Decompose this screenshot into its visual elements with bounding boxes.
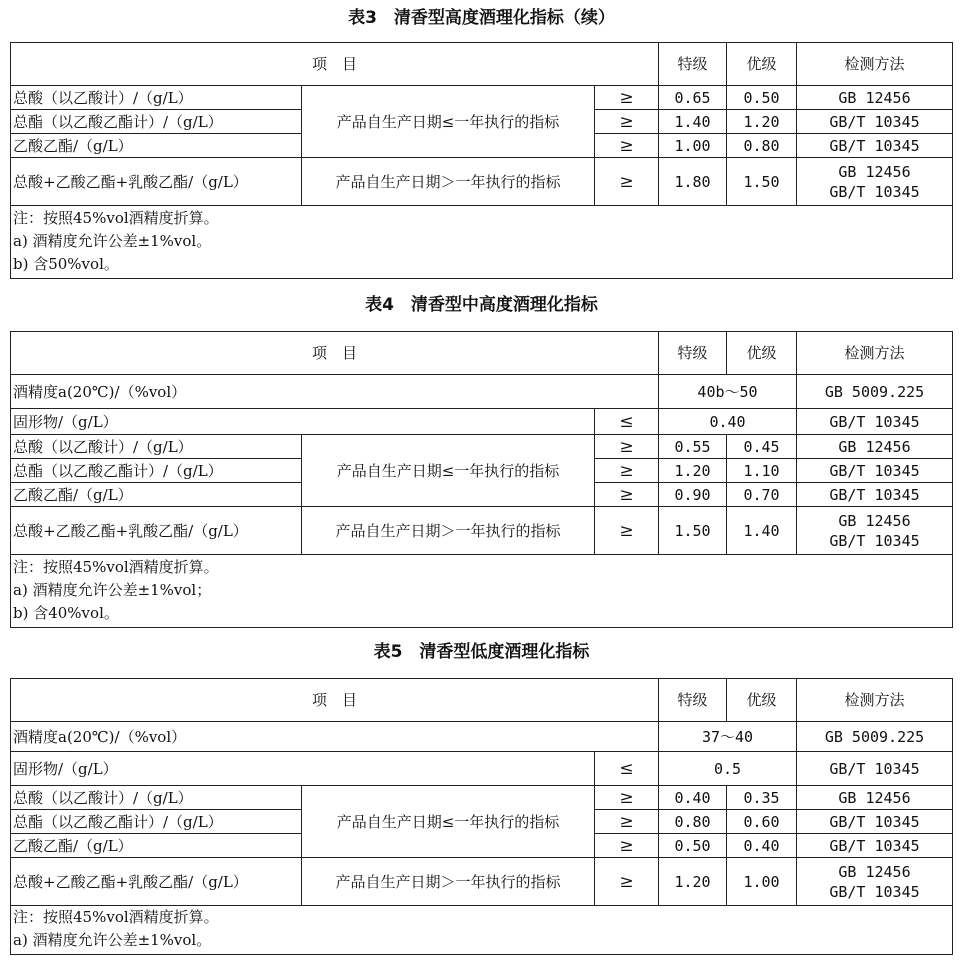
item-header: 项 目 bbox=[11, 679, 659, 722]
premium-value: 0.40 bbox=[727, 834, 797, 858]
comparator-cell: ≥ bbox=[595, 110, 659, 134]
premium-value: 1.40 bbox=[727, 507, 797, 555]
note-line: 注：按照45%vol酒精度折算。 bbox=[13, 908, 219, 926]
item-cell: 总酸+乙酸乙酯+乳酸乙酯/（g/L） bbox=[11, 858, 302, 906]
notes bbox=[11, 206, 953, 279]
table5-caption: 表5 清香型低度酒理化指标 bbox=[373, 642, 590, 662]
method-cell: GB/T 10345 bbox=[797, 810, 953, 834]
comparator-cell: ≤ bbox=[595, 409, 659, 435]
condition-cell: 产品自生产日期＞一年执行的指标 bbox=[302, 858, 595, 906]
premium-value: 0.50 bbox=[727, 86, 797, 110]
special-value: 0.90 bbox=[659, 483, 727, 507]
comparator-cell: ≥ bbox=[595, 834, 659, 858]
item-cell: 总酯（以乙酸乙酯计）/（g/L） bbox=[11, 810, 302, 834]
special-value: 0.80 bbox=[659, 810, 727, 834]
item-cell: 总酸（以乙酸计）/（g/L） bbox=[11, 86, 302, 110]
item-cell: 总酸+乙酸乙酯+乳酸乙酯/（g/L） bbox=[11, 158, 302, 206]
special-value: 0.50 bbox=[659, 834, 727, 858]
note-line: 注：按照45%vol酒精度折算。 bbox=[13, 557, 219, 576]
alcohol-value: 37～40 bbox=[659, 722, 797, 752]
notes bbox=[11, 555, 953, 628]
solids-item: 固形物/（g/L） bbox=[11, 752, 595, 786]
condition-cell: 产品自生产日期＞一年执行的指标 bbox=[302, 507, 595, 555]
comparator-cell: ≥ bbox=[595, 858, 659, 906]
item-cell: 乙酸乙酯/（g/L） bbox=[11, 483, 302, 507]
special-value: 1.80 bbox=[659, 158, 727, 206]
method-cell: GB 12456 GB/T 10345 bbox=[797, 158, 953, 206]
comparator-cell: ≥ bbox=[595, 786, 659, 810]
method-cell: GB/T 10345 bbox=[797, 459, 953, 483]
method-cell: GB 5009.225 bbox=[797, 375, 953, 409]
premium-value: 0.45 bbox=[727, 435, 797, 459]
special-value: 1.20 bbox=[659, 459, 727, 483]
table5 bbox=[10, 678, 953, 955]
grade-premium-header: 优级 bbox=[727, 679, 797, 722]
method-cell: GB/T 10345 bbox=[797, 134, 953, 158]
special-value: 0.65 bbox=[659, 86, 727, 110]
alcohol-value: 40b～50 bbox=[659, 375, 797, 409]
method-cell: GB 12456 bbox=[797, 86, 953, 110]
grade-special-header: 特级 bbox=[659, 332, 727, 375]
method-header: 检测方法 bbox=[797, 679, 953, 722]
method-cell: GB 12456 bbox=[797, 435, 953, 459]
special-value: 0.55 bbox=[659, 435, 727, 459]
method-cell: GB 5009.225 bbox=[797, 722, 953, 752]
item-cell: 总酸（以乙酸计）/（g/L） bbox=[11, 435, 302, 459]
table3-caption: 表3 清香型高度酒理化指标（续） bbox=[348, 8, 615, 28]
solids-value: 0.40 bbox=[659, 409, 797, 435]
special-value: 0.40 bbox=[659, 786, 727, 810]
condition-cell: 产品自生产日期≤一年执行的指标 bbox=[302, 86, 595, 158]
note-line: a) 酒精度允许公差±1%vol。 bbox=[13, 231, 212, 250]
premium-value: 0.60 bbox=[727, 810, 797, 834]
notes bbox=[11, 906, 953, 955]
special-value: 1.20 bbox=[659, 858, 727, 906]
table3 bbox=[10, 42, 953, 279]
comparator-cell: ≥ bbox=[595, 134, 659, 158]
method-cell: GB/T 10345 bbox=[797, 110, 953, 134]
grade-premium-header: 优级 bbox=[727, 332, 797, 375]
alcohol-item: 酒精度a(20℃)/（%vol） bbox=[11, 375, 659, 409]
method-header: 检测方法 bbox=[797, 332, 953, 375]
item-cell: 总酸+乙酸乙酯+乳酸乙酯/（g/L） bbox=[11, 507, 302, 555]
comparator-cell: ≥ bbox=[595, 810, 659, 834]
premium-value: 1.20 bbox=[727, 110, 797, 134]
comparator-cell: ≥ bbox=[595, 483, 659, 507]
method-cell: GB/T 10345 bbox=[797, 409, 953, 435]
alcohol-item: 酒精度a(20℃)/（%vol） bbox=[11, 722, 659, 752]
special-value: 1.00 bbox=[659, 134, 727, 158]
premium-value: 1.00 bbox=[727, 858, 797, 906]
condition-cell: 产品自生产日期＞一年执行的指标 bbox=[302, 158, 595, 206]
premium-value: 1.50 bbox=[727, 158, 797, 206]
comparator-cell: ≥ bbox=[595, 459, 659, 483]
comparator-cell: ≤ bbox=[595, 752, 659, 786]
item-cell: 总酸（以乙酸计）/（g/L） bbox=[11, 786, 302, 810]
method-cell: GB/T 10345 bbox=[797, 483, 953, 507]
item-header: 项 目 bbox=[11, 332, 659, 375]
comparator-cell: ≥ bbox=[595, 158, 659, 206]
method-cell: GB 12456 bbox=[797, 786, 953, 810]
item-cell: 乙酸乙酯/（g/L） bbox=[11, 134, 302, 158]
note-line: a) 酒精度允许公差±1%vol。 bbox=[13, 931, 212, 949]
comparator-cell: ≥ bbox=[595, 435, 659, 459]
condition-cell: 产品自生产日期≤一年执行的指标 bbox=[302, 786, 595, 858]
method-header: 检测方法 bbox=[797, 43, 953, 86]
grade-special-header: 特级 bbox=[659, 679, 727, 722]
note-line: a) 酒精度允许公差±1%vol； bbox=[13, 580, 212, 599]
item-header: 项 目 bbox=[11, 43, 659, 86]
premium-value: 0.80 bbox=[727, 134, 797, 158]
solids-item: 固形物/（g/L） bbox=[11, 409, 595, 435]
item-cell: 乙酸乙酯/（g/L） bbox=[11, 834, 302, 858]
premium-value: 0.70 bbox=[727, 483, 797, 507]
solids-value: 0.5 bbox=[659, 752, 797, 786]
premium-value: 1.10 bbox=[727, 459, 797, 483]
comparator-cell: ≥ bbox=[595, 86, 659, 110]
method-cell: GB 12456 GB/T 10345 bbox=[797, 858, 953, 906]
grade-premium-header: 优级 bbox=[727, 43, 797, 86]
special-value: 1.40 bbox=[659, 110, 727, 134]
table4-caption: 表4 清香型中高度酒理化指标 bbox=[365, 295, 598, 315]
method-cell: GB/T 10345 bbox=[797, 834, 953, 858]
premium-value: 0.35 bbox=[727, 786, 797, 810]
comparator-cell: ≥ bbox=[595, 507, 659, 555]
method-cell: GB/T 10345 bbox=[797, 752, 953, 786]
note-line: 注：按照45%vol酒精度折算。 bbox=[13, 208, 219, 227]
special-value: 1.50 bbox=[659, 507, 727, 555]
item-cell: 总酯（以乙酸乙酯计）/（g/L） bbox=[11, 459, 302, 483]
grade-special-header: 特级 bbox=[659, 43, 727, 86]
method-cell: GB 12456 GB/T 10345 bbox=[797, 507, 953, 555]
table4 bbox=[10, 331, 953, 628]
note-line: b) 含50%vol。 bbox=[13, 254, 119, 273]
item-cell: 总酯（以乙酸乙酯计）/（g/L） bbox=[11, 110, 302, 134]
note-line: b) 含40%vol。 bbox=[13, 603, 119, 622]
condition-cell: 产品自生产日期≤一年执行的指标 bbox=[302, 435, 595, 507]
